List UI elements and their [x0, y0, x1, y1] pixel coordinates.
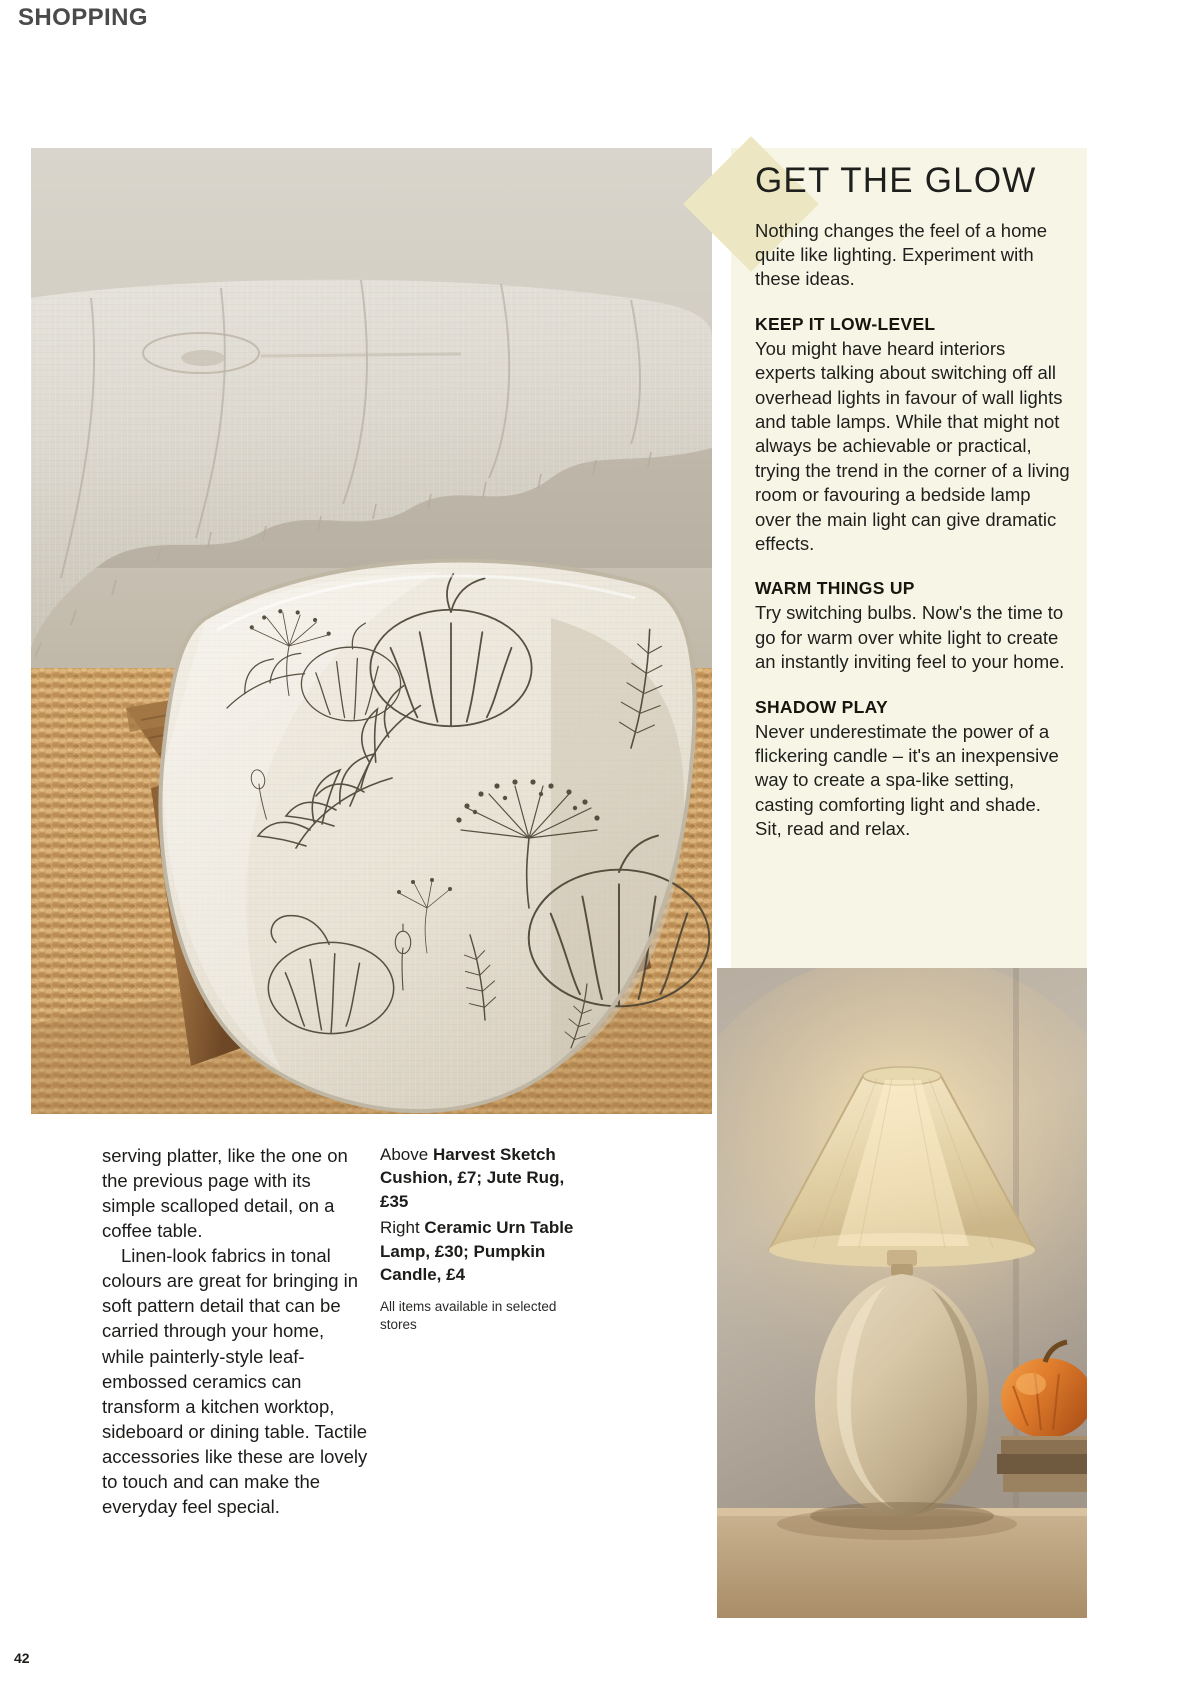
caption-right-items: Ceramic Urn Table Lamp, £30; Pumpkin Candle, £4	[380, 1218, 574, 1285]
caption-above-label: Above	[380, 1145, 433, 1164]
hero-photo-cushion	[31, 148, 712, 1114]
get-the-glow-panel	[731, 148, 1087, 968]
section-heading: KEEP IT LOW-LEVEL	[755, 313, 936, 334]
caption-above-items: Harvest Sketch Cushion, £7; Jute Rug, £35	[380, 1145, 565, 1211]
caption-column	[380, 1143, 576, 1348]
glow-section-shadow-play	[755, 697, 1071, 842]
section-body: Never underestimate the power of a flickering candle – it's an inexpensive way to create a spa-like setting, casting comforting light and shade. Sit, read and relax.	[755, 720, 1059, 840]
glow-panel-title: GET THE GLOW	[755, 161, 1037, 200]
running-head-shopping: SHOPPING	[18, 4, 148, 31]
section-heading: SHADOW PLAY	[755, 696, 888, 717]
body-text-column	[102, 1143, 368, 1519]
glow-section-warm-things-up	[755, 578, 1071, 674]
section-heading: WARM THINGS UP	[755, 578, 915, 599]
caption-right-label: Right	[380, 1218, 425, 1238]
lamp-photo-ceramic-urn	[717, 968, 1087, 1618]
section-body: Try switching bulbs. Now's the time to go for warm over white light to create an instantly inviting feel to your home.	[755, 602, 1065, 673]
lamp-photo-illustration	[717, 968, 1087, 1618]
body-paragraph-2: Linen-look fabrics in tonal colours are great for bringing in soft pattern detail that can be carried through your home, while painterly-style leaf-embossed ceramics can transform a kitchen worktop, sideboard or dining table. Tactile accessories like these are lovely to touch and can make the everyday feel special.	[102, 1245, 368, 1517]
glow-panel-intro: Nothing changes the feel of a home quite like lighting. Experiment with these ideas.	[755, 219, 1048, 290]
section-body: You might have heard interiors experts talking about switching off all overhead lights in favour of wall lights and table lamps. While that might not always be achievable or practical, trying the trend in the corner of a living room or favouring a bedside lamp over the main light can give dramatic effects.	[755, 337, 1070, 554]
page-number: 42	[14, 1650, 30, 1666]
hero-photo-illustration	[31, 148, 712, 1114]
caption-right	[380, 1216, 576, 1286]
caption-availability-note: All items available in selected stores	[380, 1298, 557, 1332]
body-paragraph-1: serving platter, like the one on the previous page with its simple scalloped detail, on a coffee table.	[102, 1145, 348, 1242]
caption-above	[380, 1143, 576, 1213]
glow-section-keep-it-low-level	[755, 314, 1071, 557]
